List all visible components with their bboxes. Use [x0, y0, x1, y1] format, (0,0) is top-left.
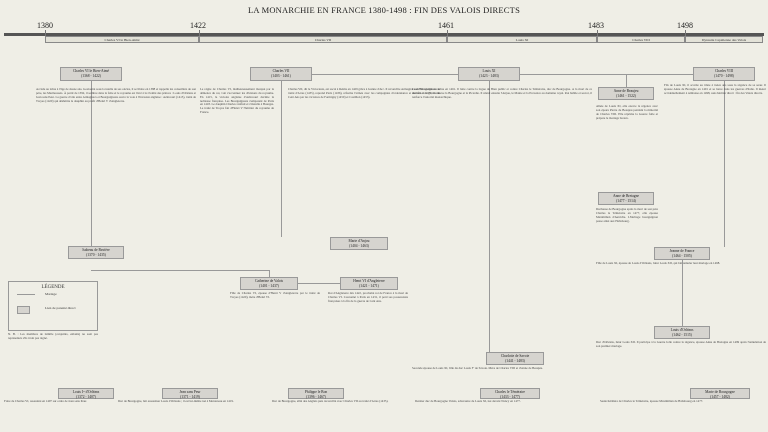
year-label: 1498	[677, 21, 693, 30]
person-philippe-le-bon[interactable]	[288, 388, 344, 399]
person-name: Louis Iᵉʳ d'Orléans	[72, 390, 100, 394]
bio-text: Fils de Louis XI, il accède au trône à treize ans sous la régence de sa sœur. Il épouse Anne de Bretagne en 1491 et se lance dans les guerres d'Italie. Il meurt accidentellement à Amboise en 1498, sans héritier direct : fin des Valois directs.	[664, 84, 766, 95]
bio-text: Fille de Louis XI, épouse de Louis d'Orléans, futur Louis XII, qui fait annuler leur mariage en 1498.	[596, 262, 721, 265]
reign-bar-charles7: Charles VII	[199, 36, 447, 43]
person-louis12[interactable]	[654, 326, 710, 339]
person-name: Anne de Beaujeu	[613, 89, 639, 93]
person-dates: (1462 - 1515)	[672, 332, 692, 337]
person-name: Charlotte de Savoie	[500, 354, 530, 358]
bio-text: Dernier duc de Bourgogne Valois, adversaire de Louis XI, tué devant Nancy en 1477.	[415, 400, 521, 403]
person-jean-sans-peur[interactable]	[162, 388, 218, 399]
person-henri6[interactable]	[340, 277, 398, 290]
person-name: Charles le Téméraire	[494, 390, 526, 394]
reign-bar-dynasty: Dynastie Capétienne des Valois	[685, 36, 763, 43]
person-name: Jean sans Peur	[179, 390, 201, 394]
person-anne-beaujeu[interactable]	[598, 87, 654, 100]
person-dates: (1396 - 1467)	[306, 394, 326, 399]
person-louis-orleans[interactable]	[58, 388, 114, 399]
person-charles8[interactable]	[693, 67, 755, 81]
bio-text: Accède au trône à l'âge de douze ans. Gouverné sous la tutelle de ses oncles, il se libère en 1388 et rappelle les conseillers de son père, les Marmousets. À partir de 1392, il sombre dans la folie et le royaume est livré à la rivalité des princes : Louis d'Orléans et Jean sans Peur. La guerre civile entre Armagnacs et Bourguignons ouvre la voie à l'invasion anglaise : Azincourt (1415), traité de Troyes (1420) qui déshérite le dauphin au profit d'Henri V d'Angleterre.	[36, 88, 196, 103]
legend-title: LÉGENDE	[41, 285, 65, 290]
bio-text: Duchesse de Bourgogne après la mort de son père Charles le Téméraire en 1477, elle épouse Maximilien d'Autriche. L'héritage bourguignon passe ainsi aux Habsbourg.	[596, 208, 658, 223]
person-name: Louis XI	[482, 69, 496, 73]
legend-label: Lien de parenté direct	[45, 306, 76, 310]
connector-line	[281, 81, 282, 237]
person-dates: (1477 - 1514)	[616, 198, 636, 203]
person-dates: (1371 - 1419)	[180, 394, 200, 399]
person-marie-bourgogne[interactable]	[690, 388, 750, 399]
person-name: Philippe le Bon	[304, 390, 328, 394]
person-isabeau[interactable]	[68, 246, 124, 259]
bio-text: Seule héritière de Charles le Téméraire, épouse Maximilien de Habsbourg en 1477.	[600, 400, 704, 403]
person-catherine[interactable]	[240, 277, 298, 290]
person-dates: (1423 - 1483)	[479, 73, 499, 78]
person-name: Louis d'Orléans	[670, 328, 694, 332]
bio-text: Duc de Bourgogne, allié des Anglais puis réconcilié avec Charles VII au traité d'Arras (1435).	[272, 400, 389, 403]
person-dates: (1433 - 1477)	[500, 394, 520, 399]
person-dates: (1464 - 1505)	[672, 253, 692, 258]
person-name: Catherine de Valois	[254, 279, 284, 283]
reign-bar-louis11: Louis XI	[447, 36, 597, 43]
bio-text: Seconde épouse de Louis XI, fille du duc Louis Iᵉʳ de Savoie. Mère de Charles VIII et d'Anne de Beaujeu.	[412, 367, 544, 370]
connector-line	[91, 270, 270, 271]
person-name: Charles VI le Bien-Aimé	[73, 69, 109, 73]
person-dates: (1401 - 1437)	[259, 283, 279, 288]
legend-note: N. B. : Les membres de famille (conjoints, enfants) ne sont pas représentés s'ils n'ont pas régné.	[8, 333, 98, 340]
person-dates: (1461 - 1522)	[616, 93, 636, 98]
person-name: Marie d'Anjou	[348, 239, 370, 243]
marriage-line	[298, 283, 340, 284]
person-name: Jeanne de France	[669, 249, 695, 253]
person-name: Charles VIII	[715, 69, 733, 73]
person-dates: (1372 - 1407)	[76, 394, 96, 399]
connector-line	[312, 74, 458, 75]
person-charles-temeraire[interactable]	[480, 388, 540, 399]
marriage-line-sample	[17, 294, 35, 295]
person-dates: (1370 - 1435)	[86, 252, 106, 257]
legend	[8, 281, 98, 331]
legend-box-sample	[17, 306, 30, 314]
person-anne-bretagne[interactable]	[598, 192, 654, 205]
bio-text: Duc de Bourgogne, fait assassiner Louis d'Orléans ; il est lui-même tué à Montereau en 1419.	[118, 400, 234, 403]
bio-text: Louis XI accède au trône en 1461. Il lutte contre la Ligue du Bien public et contre Charles le Téméraire, duc de Bourgogne. À la mort de ce dernier en 1477, il annexe la Bourgogne et la Picardie. Il réunit ensuite l'Anjou, le Maine et la Provence au domaine royal. Roi habile et secret, il renforce l'autorité monarchique.	[412, 88, 592, 99]
person-charlotte[interactable]	[486, 352, 544, 365]
person-dates: (1457 - 1482)	[710, 394, 730, 399]
person-marie-anjou[interactable]	[330, 237, 388, 250]
connector-line	[520, 74, 693, 75]
bio-text: Fille de Charles VI, épouse d'Henri V d'Angleterre par le traité de Troyes (1420), mère d'Henri VI.	[230, 292, 320, 299]
bio-text: Frère de Charles VI, assassiné en 1407 sur ordre de Jean sans Peur.	[4, 400, 87, 403]
connector-line	[269, 270, 270, 277]
person-charles7[interactable]	[250, 67, 312, 81]
bio-text: Aînée de Louis XI, elle exerce la régence avec son époux Pierre de Beaujeu pendant la minorité de Charles VIII. Elle réprime la Guerre folle et prépare le mariage breton.	[596, 105, 658, 120]
person-name: Marie de Bourgogne	[705, 390, 735, 394]
person-dates: (1421 - 1471)	[359, 283, 379, 288]
person-name: Isabeau de Bavière	[82, 248, 110, 252]
person-dates: (1470 - 1498)	[714, 73, 734, 78]
year-label: 1483	[588, 21, 604, 30]
connector-line	[626, 74, 627, 87]
year-label: 1380	[37, 21, 53, 30]
bio-text: Duc d'Orléans, futur Louis XII. Il participe à la Guerre folle contre la régence, épouse Anne de Bretagne en 1499 après l'annulation de son premier mariage.	[596, 341, 766, 348]
year-label: 1422	[190, 21, 206, 30]
person-name: Anne de Bretagne	[613, 194, 639, 198]
year-label: 1461	[438, 21, 454, 30]
reign-bar-charles8: Charles VIII	[597, 36, 685, 43]
bio-text: Le règne de Charles VI, malheureusement marqué par la démence du roi, voit s'accentuer les divisions du royaume. En 1415, la victoire anglaise d'Azincourt décime la noblesse française. Les Bourguignons s'emparent de Paris en 1418. Le dauphin Charles s'enfuit et s'installe à Bourges. Le traité de Troyes fait d'Henri V l'héritier du royaume de France.	[200, 88, 274, 115]
bio-text: Charles VII, dit le Victorieux, est sacré à Reims en 1429 grâce à Jeanne d'Arc. Il réconcilie Armagnacs et Bourguignons au traité d'Arras (1435), reprend Paris (1436), réforme l'armée avec les compagnies d'ordonnance et met fin à la guerre de Cent Ans par les victoires de Formigny (1450) et Castillon (1453).	[288, 88, 440, 99]
person-dates: (1403 - 1461)	[271, 73, 291, 78]
person-dates: (1404 - 1463)	[349, 243, 369, 248]
bio-text: Roi d'Angleterre dès 1422, proclamé roi de France à la mort de Charles VI. Couronné à Paris en 1431, il perd ses possessions françaises à la fin de la guerre de Cent Ans.	[328, 292, 408, 303]
person-dates: (1441 - 1483)	[505, 358, 525, 363]
person-dates: (1368 - 1422)	[81, 73, 101, 78]
page-title: LA MONARCHIE EN FRANCE 1380-1498 : FIN DES VALOIS DIRECTS	[247, 5, 520, 15]
reign-bar-charles6: Charles VI le Bien-Aimé	[45, 36, 199, 43]
person-louis11[interactable]	[458, 67, 520, 81]
person-charles6[interactable]	[60, 67, 122, 81]
person-jeanne[interactable]	[654, 247, 710, 260]
person-name: Charles VII	[272, 69, 290, 73]
person-name: Henri VI d'Angleterre	[353, 279, 385, 283]
legend-label: Mariage	[45, 292, 57, 296]
